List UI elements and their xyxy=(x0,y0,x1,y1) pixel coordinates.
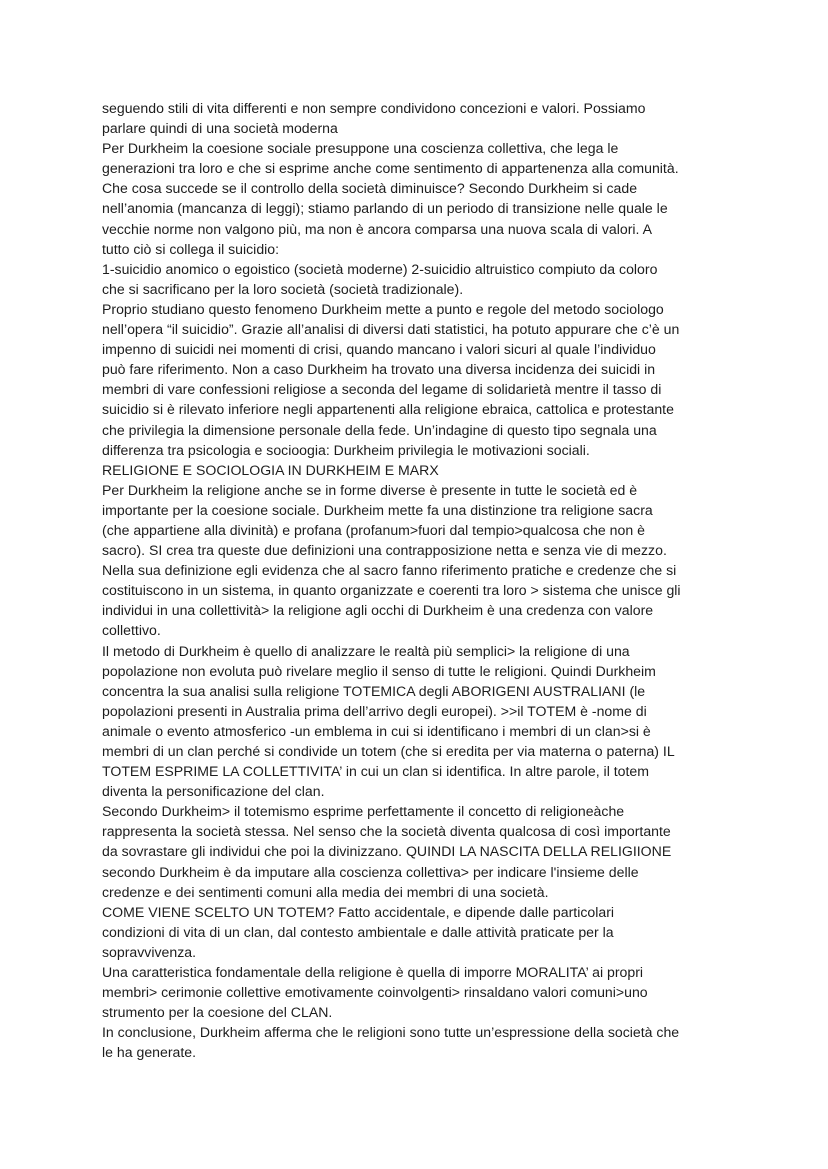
text-line: TOTEM ESPRIME LA COLLETTIVITA’ in cui un clan si identifica. In altre parole, il totem xyxy=(102,763,649,780)
text-line: nell’anomia (mancanza di leggi); stiamo parlando di un periodo di transizione nelle quale le xyxy=(102,200,668,217)
text-line: collettivo. xyxy=(102,622,161,639)
text-line: secondo Durkheim è da imputare alla coscienza collettiva> per indicare l'insieme delle xyxy=(102,863,639,880)
text-line: popolazioni presenti in Australia prima dell’arrivo degli europei). >>il TOTEM è -nome di xyxy=(102,702,647,719)
text-line: membri> cerimonie collettive emotivamente coinvolgenti> rinsaldano valori comuni>uno xyxy=(102,984,648,1001)
text-line: 1-suicidio anomico o egoistico (società moderne) 2-suicidio altruistico compiuto da coloro xyxy=(102,260,658,277)
text-line: individui in una collettività> la religione agli occhi di Durkheim è una credenza con valore xyxy=(102,602,654,619)
text-line: diventa la personificazione del clan. xyxy=(102,783,325,800)
text-line: impenno di suicidi nei momenti di crisi, quando mancano i valori sicuri al quale l’individuo xyxy=(102,341,656,358)
text-line: credenze e dei sentimenti comuni alla media dei membri di una società. xyxy=(102,883,549,900)
text-line: può fare riferimento. Non a caso Durkheim ha trovato una diversa incidenza dei suicidi in xyxy=(102,361,656,378)
text-line: concentra la sua analisi sulla religione TOTEMICA degli ABORIGENI AUSTRALIANI (le xyxy=(102,682,646,699)
text-line: rappresenta la società stessa. Nel senso che la società diventa qualcosa di così importante xyxy=(102,823,671,840)
text-line: Proprio studiano questo fenomeno Durkheim mette a punto e regole del metodo sociologo xyxy=(102,300,664,317)
text-line: membri di un clan perché si condivide un totem (che si eredita per via materna o paterna) IL xyxy=(102,743,675,759)
text-line: che si sacrificano per la loro società (società tradizionale). xyxy=(102,280,464,297)
text-line: Per Durkheim la religione anche se in forme diverse è presente in tutte le società ed è xyxy=(102,481,638,498)
text-line: Secondo Durkheim> il totemismo esprime perfettamente il concetto di religioneàche xyxy=(102,803,625,820)
text-line: condizioni di vita di un clan, dal contesto ambientale e dalle attività praticate per la xyxy=(102,923,614,940)
text-line: tutto ciò si collega il suicidio: xyxy=(102,240,280,257)
text-line: RELIGIONE E SOCIOLOGIA IN DURKHEIM E MARX xyxy=(102,461,439,478)
text-line: sacro). SI crea tra queste due definizioni una contrapposizione netta e senza vie di mezzo. xyxy=(102,542,667,559)
text-line: differenza tra psicologia e socioogia: Durkheim privilegia le motivazioni sociali. xyxy=(102,441,590,458)
text-line: COME VIENE SCELTO UN TOTEM? Fatto accidentale, e dipende dalle particolari xyxy=(102,903,615,920)
text-line: suicidio si è rilevato inferiore negli appartenenti alla religione ebraica, cattolica e protestante xyxy=(102,401,674,418)
text-line: Nella sua definizione egli evidenza che al sacro fanno riferimento pratiche e credenze che si xyxy=(102,562,677,579)
text-line: Una caratteristica fondamentale della religione è quella di imporre MORALITA’ ai propri xyxy=(102,964,644,981)
document-body xyxy=(102,98,742,1063)
text-line: seguendo stili di vita differenti e non sempre condividono concezioni e valori. Possiamo xyxy=(102,100,646,116)
text-line: nell’opera “il suicidio”. Grazie all’analisi di diversi dati statistici, ha potuto appurare che c’è un xyxy=(102,321,680,338)
text-line: generazioni tra loro e che si esprime anche come sentimento di appartenenza alla comunità. xyxy=(102,160,679,177)
text-line: sopravvivenza. xyxy=(102,943,197,960)
text-line: membri di vare confessioni religiose a seconda del legame di solidarietà mentre il tasso di xyxy=(102,381,662,398)
text-line: Il metodo di Durkheim è quello di analizzare le realtà più semplici> la religione di una xyxy=(102,642,630,659)
text-line: popolazione non evoluta può rivelare meglio il senso di tutte le religioni. Quindi Durkheim xyxy=(102,662,656,679)
text-line: parlare quindi di una società moderna xyxy=(102,120,338,137)
text-line: In conclusione, Durkheim afferma che le religioni sono tutte un’espressione della società che xyxy=(102,1024,680,1041)
text-line: costituiscono in un sistema, in quanto organizzate e coerenti tra loro > sistema che unisce gli xyxy=(102,582,681,599)
text-line: da sovrastare gli individui che poi la divinizzano. QUINDI LA NASCITA DELLA RELIGIIONE xyxy=(102,843,672,860)
text-line: animale o evento atmosferico -un emblema in cui si identificano i membri di un clan>si è xyxy=(102,722,651,739)
text-line: le ha generate. xyxy=(102,1044,197,1061)
text-line: Che cosa succede se il controllo della società diminuisce? Secondo Durkheim si cade xyxy=(102,180,638,197)
text-line: che privilegia la dimensione personale della fede. Un’indagine di questo tipo segnala una xyxy=(102,421,657,438)
text-line: importante per la coesione sociale. Durkheim mette fa una distinzione tra religione sacra xyxy=(102,501,653,518)
text-line: (che appartiene alla divinità) e profana (profanum>fuori dal tempio>qualcosa che non è xyxy=(102,521,645,538)
text-line: Per Durkheim la coesione sociale presuppone una coscienza collettiva, che lega le xyxy=(102,140,619,157)
text-line: vecchie norme non valgono più, ma non è ancora comparsa una nuova scala di valori. A xyxy=(102,220,652,237)
text-line: strumento per la coesione del CLAN. xyxy=(102,1004,333,1021)
